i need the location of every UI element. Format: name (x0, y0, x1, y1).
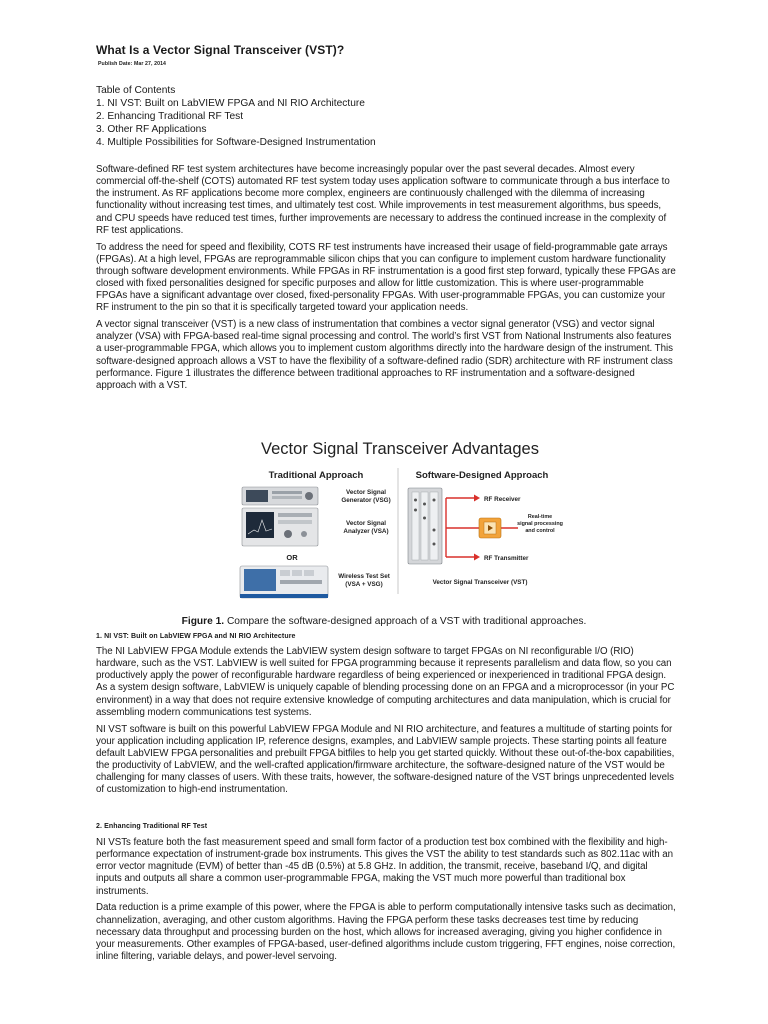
realtime-label-line3: and control (525, 528, 555, 534)
vsa-label-line2: Analyzer (VSA) (343, 528, 389, 535)
toc-item-3[interactable]: 3. Other RF Applications (96, 124, 207, 135)
section1-paragraph-1: The NI LabVIEW FPGA Module extends the LabVIEW system design software to target FPGAs on NI reconfigurable I/O (RIO) hardware, such as the VST. LabVIEW is well suited for FPGA programming because it represents parallelism and data flow, so you can productively apply the power of reconfigurable hardware regardless of being experienced or inexperienced in traditional FPGA design. As a system design software, LabVIEW is uniquely capable of blending processing done on an FPGA and a microprocessor (in your PC environment) in a way that does not require extensive knowledge of computing architectures and data manipulation, which is crucial for assembling modern communications test systems. (96, 646, 675, 718)
toc-heading: Table of Contents (96, 85, 176, 96)
toc-item-2[interactable]: 2. Enhancing Traditional RF Test (96, 111, 244, 122)
wts-label-line1: Wireless Test Set (338, 573, 390, 580)
figure-title: Vector Signal Transceiver Advantages (261, 440, 539, 458)
vsa-instrument-image (242, 508, 318, 546)
section2-heading: 2. Enhancing Traditional RF Test (96, 823, 208, 830)
section2-paragraph-2: Data reduction is a prime example of this power, where the FPGA is able to perform computationally intensive tasks such as decimation, channelization, averaging, and other custom algorithms. Having the FPGA perform these tasks decreases test time by reducing necessary data throughput and processing burden on the host, which allows for increased averaging, giving you higher confidence in your measurements. Other examples of FPGA-based, user-defined algorithms include custom triggering, FFT engines, noise correction, inline filtering, variable delays, and power-level servoing. (96, 902, 676, 962)
vst-chassis-image (408, 488, 442, 564)
realtime-label-line2: signal processing (517, 521, 563, 527)
table-of-contents (96, 84, 376, 149)
toc-item-1[interactable]: 1. NI VST: Built on LabVIEW FPGA and NI RIO Architecture (96, 98, 365, 109)
traditional-approach-heading: Traditional Approach (268, 470, 364, 481)
intro-section (96, 164, 676, 397)
vsg-label-line1: Vector Signal (346, 489, 386, 496)
rf-transmitter-label: RF Transmitter (484, 555, 529, 562)
figure-caption-text: Compare the software-designed approach of a VST with traditional approaches. (224, 616, 587, 627)
section2-paragraph-1: NI VSTs feature both the fast measurement speed and small form factor of a production test box combined with the flexibility and high-performance expectation of instrument-grade box instruments. This gives the VST the ability to test standards such as 802.11ac with an error vector magnitude (EVM) of better than -45 dB (0.5%) at 5.8 GHz. In addition, the transmit, receive, baseband I/Q, and digital inputs and outputs all share a common user-programmable FPGA, making the VST much more powerful than traditional box instruments. (96, 837, 673, 897)
realtime-label-line1: Real-time (527, 514, 553, 520)
publish-date: Publish Date: Mar 27, 2014 (98, 61, 167, 67)
vsg-label-line2: Generator (VSG) (341, 497, 391, 504)
document-title: What Is a Vector Signal Transceiver (VST)? (96, 43, 345, 57)
section1-heading: 1. NI VST: Built on LabVIEW FPGA and NI RIO Architecture (96, 633, 296, 640)
rf-receiver-label: RF Receiver (484, 496, 521, 503)
fpga-chip-icon (479, 518, 501, 538)
wts-label-line2: (VSA + VSG) (345, 581, 383, 588)
section2-body (96, 837, 676, 968)
or-label: OR (286, 553, 298, 562)
toc-item-4[interactable]: 4. Multiple Possibilities for Software-Designed Instrumentation (96, 137, 376, 148)
software-designed-heading: Software-Designed Approach (415, 470, 549, 481)
intro-paragraph-1: Software-defined RF test system architectures have become increasingly popular over the past several decades. Almost every commercial off-the-shelf (COTS) automated RF test system today uses application software to communicate through a bus interface to the instrument. As RF applications become more complex, engineers are continuously challenged with the dilemma of increasing functionality without increasing test times, and ultimately test cost. While improvements in test measurement algorithms, bus speeds, and CPU speeds have reduced test times, further improvements are necessary to address the continued increase in the complexity of RF test applications. (96, 164, 670, 236)
intro-paragraph-2: To address the need for speed and flexibility, COTS RF test instruments have increased their usage of field-programmable gate arrays (FPGAs). At a high level, FPGAs are reprogrammable silicon chips that you can configure to implement custom hardware functionality through software development environments. While FPGAs in RF instrumentation is a good first step forward, typically these FPGAs are closed with fixed personalities designed for specific purposes and allow for little customization. This is where user-programmable FPGAs have a significant advantage over closed, fixed-personality FPGAs. With user-programmable FPGAs, you can customize your RF instrument to the pin so that it is specifically targeted toward your application needs. (96, 241, 676, 314)
figure-caption (0, 616, 768, 627)
section1-body (96, 646, 676, 801)
figure-caption-label: Figure 1. (181, 616, 225, 627)
figure-vst-advantages (236, 434, 564, 604)
vsg-instrument-image (242, 487, 318, 505)
wireless-test-set-image (240, 566, 328, 598)
vsa-label-line1: Vector Signal (346, 520, 386, 527)
vst-label: Vector Signal Transceiver (VST) (432, 579, 528, 586)
intro-paragraph-3: A vector signal transceiver (VST) is a new class of instrumentation that combines a vector signal generator (VSG) and vector signal analyzer (VSA) with FPGA-based real-time signal processing and control. The world’s first VST from National Instruments also features a user-programmable FPGA, which allows you to implement custom algorithms directly into the hardware design of the instrument. This software-designed approach allows a VST to have the flexibility of a software-defined radio (SDR) architecture with RF instrument class performance. Figure 1 illustrates the difference between traditional approaches to RF instrumentation and a software-designed approach with a VST. (96, 319, 673, 391)
section1-paragraph-2: NI VST software is built on this powerful LabVIEW FPGA Module and NI RIO architecture, and features a multitude of starting points for your application including application IP, reference designs, examples, and LabVIEW sample projects. These starting points all feature default LabVIEW FPGA personalities and prebuilt FPGA bitfiles to help you get started quickly. Without these out-of-the-box capabilities, the productivity of LabVIEW, and the well-crafted application/firmware architecture, the software-designed nature of the VST would be challenging for many classes of users. With these traits, however, the software-designed nature of the VST brings unprecedented levels of customization to high-end instrumentation. (96, 723, 675, 796)
